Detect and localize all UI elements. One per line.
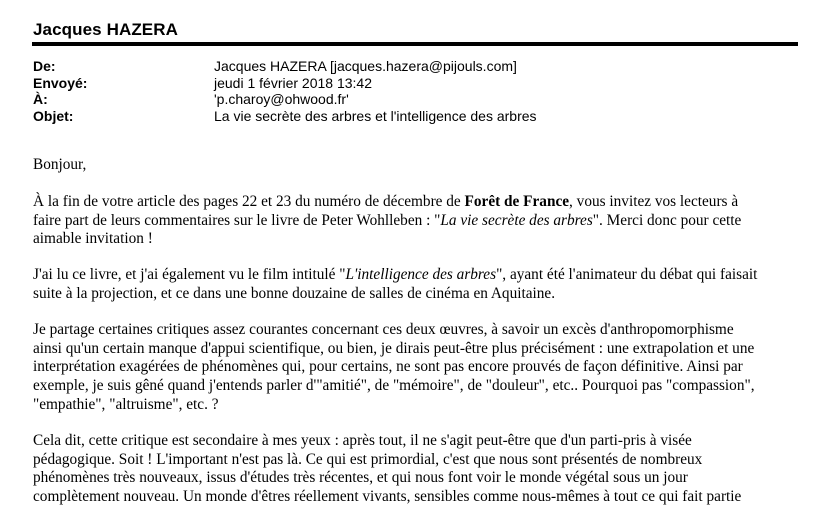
sent-row xyxy=(33,75,793,92)
paragraph-1 xyxy=(33,193,803,249)
p3-line-1: Je partage certaines critiques assez courantes concernant ces deux œuvres, à savoir un excès d'anthropomorphisme xyxy=(33,320,734,338)
p2-line-1a: J'ai lu ce livre, et j'ai également vu le film intitulé " xyxy=(33,266,346,284)
email-body xyxy=(33,156,803,524)
header-divider xyxy=(32,42,798,46)
book-title: La vie secrète des arbres xyxy=(440,211,593,229)
p1-line-2 xyxy=(33,212,803,231)
subject-label: Objet: xyxy=(33,107,74,124)
sent-value: jeudi 1 février 2018 13:42 xyxy=(214,74,372,91)
subject-row xyxy=(33,108,793,125)
subject-value: La vie secrète des arbres et l'intelligence des arbres xyxy=(214,107,537,124)
film-title: L'intelligence des arbres xyxy=(345,266,497,284)
p2-line-2: suite à la projection, et ce dans une bonne douzaine de salles de cinéma en Aquitaine. xyxy=(33,284,556,302)
p3-line-4: exemple, je suis gêné quand j'entends parler d'"amitié", de "mémoire", de "douleur", etc.. Pourquoi pas "compassion", xyxy=(33,377,755,395)
from-row xyxy=(33,58,793,75)
p1-line-1c: , vous invitez vos lecteurs à xyxy=(569,192,739,210)
p4-line-3: phénomènes très nouveaux, issus d'études très récentes, et qui nous font voir le monde végétal sous un jour xyxy=(33,469,688,487)
p1-line-2a: faire part de leurs commentaires sur le livre de Peter Wohlleben : " xyxy=(33,211,441,229)
sent-label: Envoyé: xyxy=(33,74,88,91)
p1-line-1 xyxy=(33,193,803,212)
p1-line-1a: À la fin de votre article des pages 22 et 23 du numéro de décembre de xyxy=(33,192,465,210)
to-value: 'p.charoy@ohwood.fr' xyxy=(214,91,349,108)
email-header-block xyxy=(33,58,793,124)
p1-line-2c: ". Merci donc pour cette xyxy=(592,211,742,229)
to-row xyxy=(33,91,793,108)
p3-line-5: "empathie", "altruisme", etc. ? xyxy=(33,395,219,413)
greeting: Bonjour, xyxy=(33,156,87,173)
from-value: Jacques HAZERA [jacques.hazera@pijouls.com] xyxy=(214,58,517,74)
p4-line-2: pédagogique. Soit ! L'important n'est pas là. Ce qui est primordial, c'est que nous sont présentés de nombreux xyxy=(33,450,703,468)
paragraph-3 xyxy=(33,321,803,415)
to-label: À: xyxy=(33,91,48,108)
p3-line-3: interprétation exagérées de phénomènes qui, pour certains, ne sont pas encore prouvés de façon définitive. Ainsi par xyxy=(33,358,743,376)
from-label: De: xyxy=(33,58,56,74)
paragraph-4 xyxy=(33,432,803,507)
p1-line-3: aimable invitation ! xyxy=(33,230,153,248)
p2-line-1 xyxy=(33,266,803,285)
p4-line-1: Cela dit, cette critique est secondaire à mes yeux : après tout, il ne s'agit peut-être que d'un parti-pris à visée xyxy=(33,431,692,449)
p4-line-4: complètement nouveau. Un monde d'êtres réellement vivants, sensibles comme nous-mêmes à tout ce qui fait partie xyxy=(33,488,742,506)
p3-line-2: ainsi qu'un certain manque d'appui scientifique, ou bien, je dirais peut-être plus précisément : une extrapolation et une xyxy=(33,339,755,357)
paragraph-2 xyxy=(33,266,803,304)
magazine-title: Forêt de France xyxy=(464,192,570,210)
sender-name: Jacques HAZERA xyxy=(33,20,178,39)
p2-line-1c: ", ayant été l'animateur du débat qui faisait xyxy=(496,266,758,284)
